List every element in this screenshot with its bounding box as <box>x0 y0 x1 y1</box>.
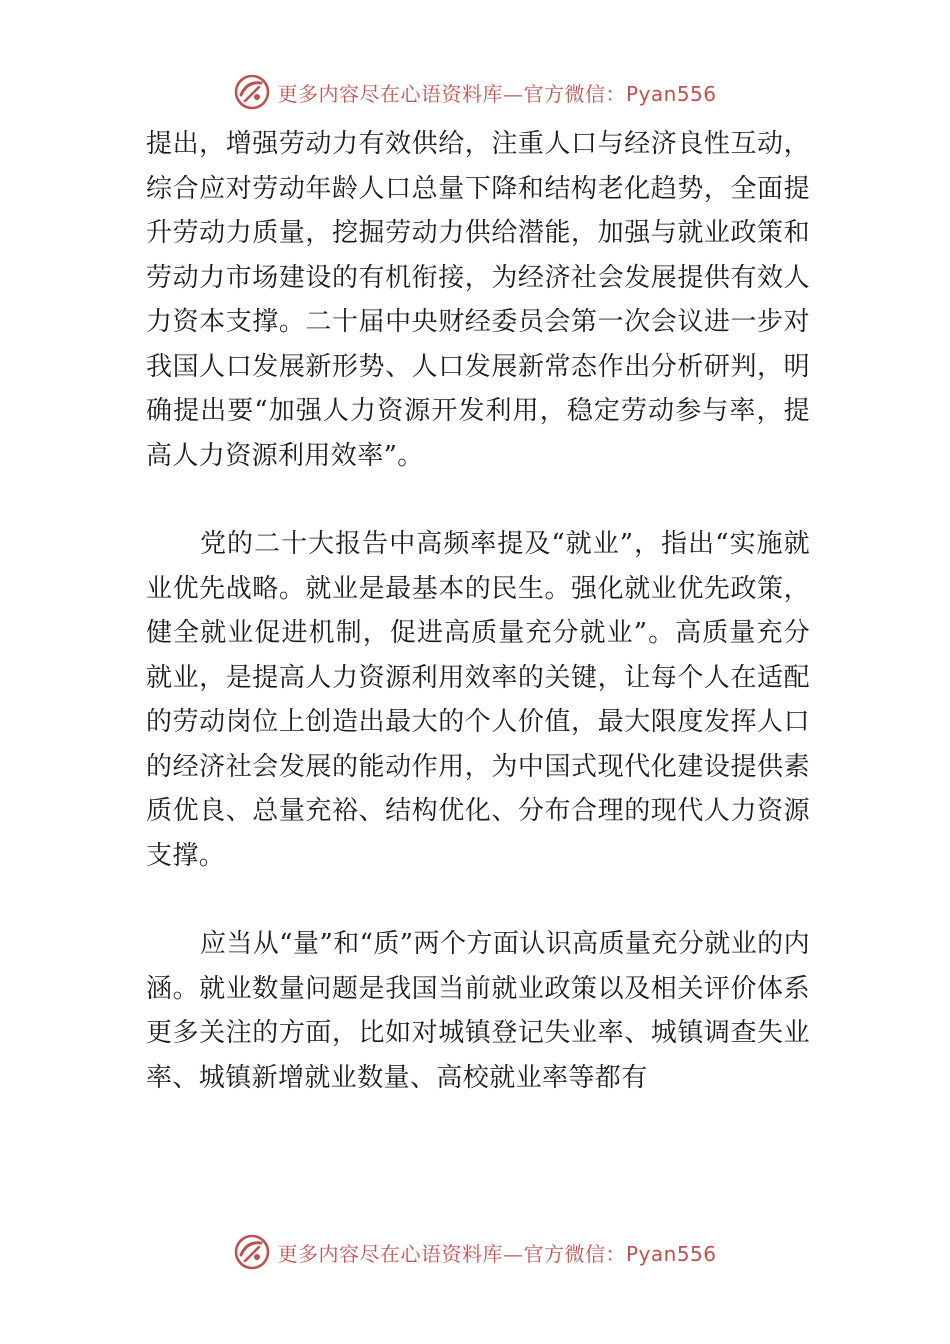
footer-wechat-label: 官方微信： <box>523 1241 626 1266</box>
header-separator: — <box>502 81 524 106</box>
header-brand: 更多内容尽在心语资料库 <box>277 81 503 106</box>
header-account: Pyan556 <box>625 81 717 106</box>
stamp-logo-icon <box>233 1233 271 1271</box>
paragraph-2: 党的二十大报告中高频率提及“就业”，指出“实施就业优先战略。就业是最基本的民生。强化就业优先政策，健全就业促进机制，促进高质量充分就业”。高质量充分就业，是提高人力资源利用效率的关键，让每个人在适配的劳动岗位上创造出最大的个人价值，最大限度发挥人口的经济社会发展的能动作用，为中国式现代化建设提供素质优良、总量充裕、结构优化、分布合理的现代人力资源支撑。 <box>146 529 810 871</box>
header-text <box>277 78 716 107</box>
footer-brand: 更多内容尽在心语资料库 <box>277 1241 503 1266</box>
header-wechat-label: 官方微信： <box>523 81 626 106</box>
stamp-logo-icon <box>233 73 271 111</box>
footer-text <box>277 1238 716 1267</box>
document-body <box>146 122 810 1100</box>
footer-separator: — <box>502 1241 524 1266</box>
header-banner <box>0 72 950 112</box>
footer-banner <box>0 1232 950 1272</box>
paragraph-3: 应当从“量”和“质”两个方面认识高质量充分就业的内涵。就业数量问题是我国当前就业政策以及相关评价体系更多关注的方面，比如对城镇登记失业率、城镇调查失业率、城镇新增就业数量、高校就业率等都有 <box>146 929 810 1093</box>
paragraph-gap <box>146 878 810 922</box>
paragraph-gap <box>146 478 810 522</box>
footer-account: Pyan556 <box>625 1241 717 1266</box>
paragraph-1: 提出，增强劳动力有效供给，注重人口与经济良性互动，综合应对劳动年龄人口总量下降和结构老化趋势，全面提升劳动力质量，挖掘劳动力供给潜能，加强与就业政策和劳动力市场建设的有机衔接，为经济社会发展提供有效人力资本支撑。二十届中央财经委员会第一次会议进一步对我国人口发展新形势、人口发展新常态作出分析研判，明确提出要“加强人力资源开发利用，稳定劳动参与率，提高人力资源利用效率”。 <box>146 129 810 471</box>
